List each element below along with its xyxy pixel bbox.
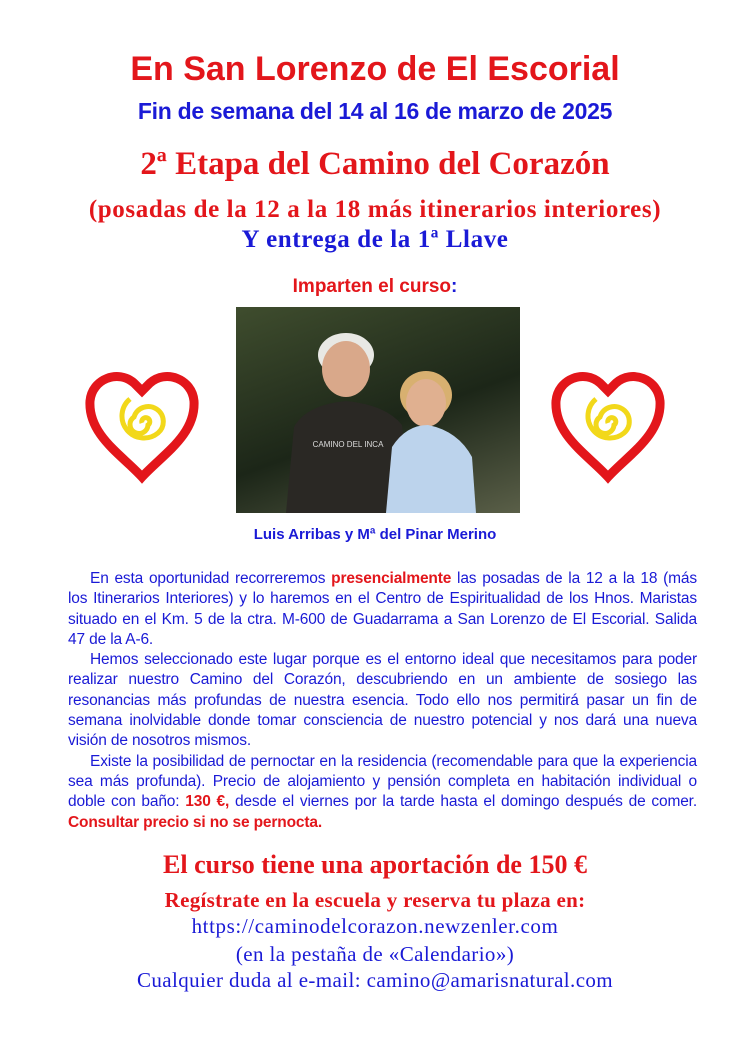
text: desde el viernes por la tarde hasta el domingo después de comer.: [229, 793, 697, 811]
paragraph-location: [68, 569, 697, 650]
lodging-price: 130 €,: [185, 793, 230, 811]
paragraph-lodging: [68, 752, 697, 833]
registration-link[interactable]: https://caminodelcorazon.newzenler.com: [191, 914, 559, 938]
shirt-text: CAMINO DEL INCA: [312, 440, 384, 449]
subtitle-heading: (posadas de la 12 a la 18 más itinerarios interiores): [88, 196, 662, 223]
teachers-photo: [236, 307, 520, 513]
description-body: [68, 569, 697, 833]
paragraph-reason: Hemos seleccionado este lugar porque es el entorno ideal que necesitamos para poder realizar nuestro Camino del Corazón, descubriendo en un ambiente de sosiego las resonancias más profundas de nuestra esencia. Todo ello nos permitirá pasar un fin de semana inolvidable donde tomar consciencia de nuestro potencial y nos dará una nueva visión de nosotros mismos.: [68, 651, 697, 750]
key-heading: Y entrega de la 1ª Llave: [241, 226, 509, 253]
dates-heading: Fin de semana del 14 al 16 de marzo de 2025: [137, 98, 613, 124]
price-note: Consultar precio si no se pernocta.: [68, 813, 323, 831]
heart-spiral-icon: [548, 365, 668, 485]
text: Existe la posibilidad de pernoctar en la residencia (recomendable para que la experiencia sea más profunda). Precio de alojamiento y pensión completa en habitación individual o doble con baño:: [68, 752, 697, 811]
photo-illustration: [236, 307, 520, 513]
text: En esta oportunidad recorreremos: [90, 570, 332, 587]
photo-caption: Luis Arribas y Mª del Pinar Merino: [253, 526, 497, 543]
title-heading: 2ª Etapa del Camino del Corazón: [140, 146, 610, 182]
teachers-colon: :: [451, 276, 458, 297]
location-heading: En San Lorenzo de El Escorial: [130, 50, 620, 88]
register-text: Regístrate en la escuela y reserva tu plaza en:: [164, 888, 586, 912]
calendar-hint: (en la pestaña de «Calendario»): [235, 942, 515, 966]
teachers-label: [0, 276, 750, 298]
teachers-label-text: Imparten el curso: [292, 276, 452, 297]
contact-email[interactable]: Cualquier duda al e-mail: camino@amarisnatural.com: [136, 968, 614, 992]
heart-spiral-icon: [82, 365, 202, 485]
course-price: El curso tiene una aportación de 150 €: [163, 850, 587, 879]
highlight-presencial: presencialmente: [331, 570, 452, 587]
text: las posadas de la 12 a la 18 (más los Itinerarios Interiores) y lo haremos en el Centro de Espiritualidad de los Hnos. Maristas situado en el Km. 5 de la ctra. M-600 de Guadarrama a San Lorenzo de El Escorial. Salida 47 de la A-6.: [68, 570, 697, 648]
